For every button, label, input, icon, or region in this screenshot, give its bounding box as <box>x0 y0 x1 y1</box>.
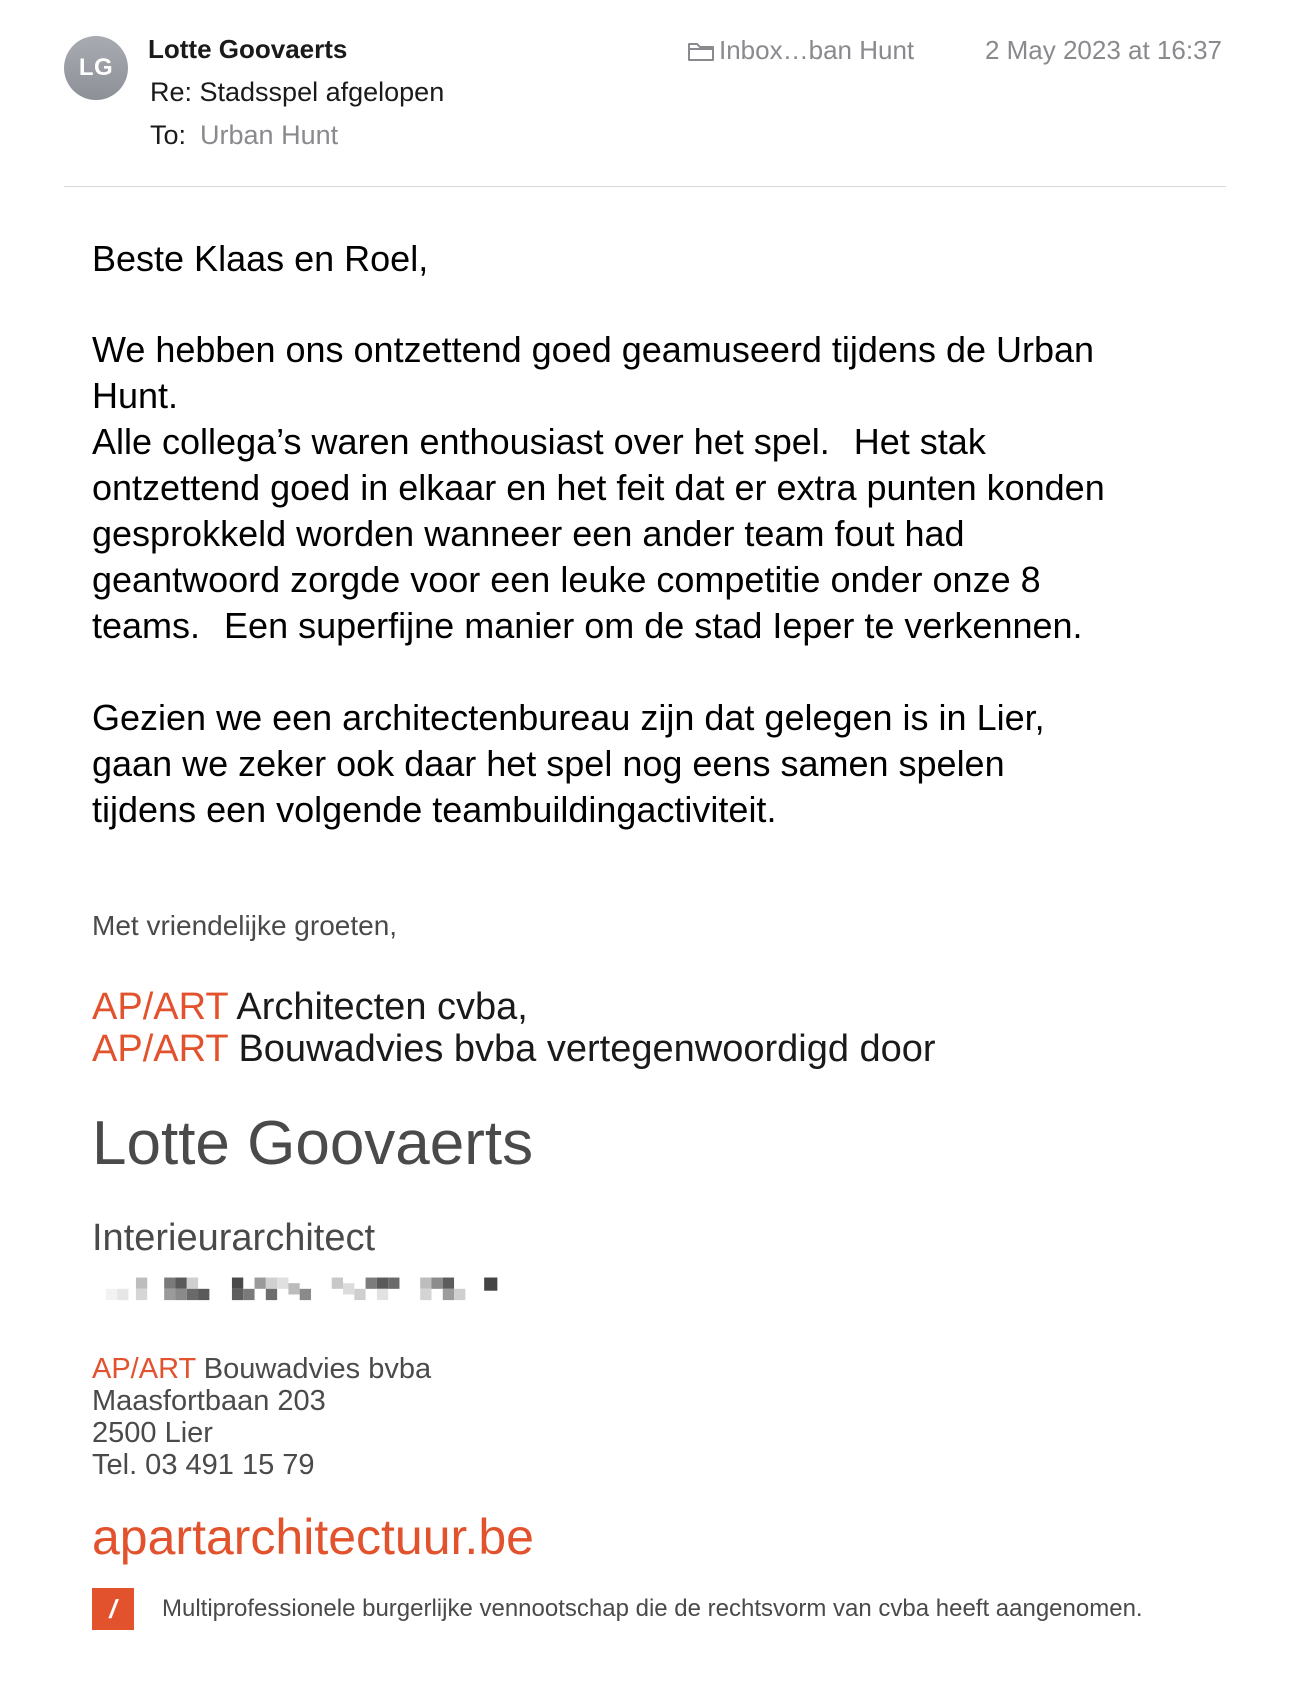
sender-name[interactable]: Lotte Goovaerts <box>148 34 348 64</box>
company-line-architecten <box>92 986 528 1029</box>
email-subject: Re: Stadsspel afgelopen <box>150 77 445 107</box>
mailbox-location[interactable] <box>686 35 914 66</box>
greeting: Beste Klaas en Roel, <box>92 238 429 279</box>
brand-mark: AP/ART <box>92 986 228 1028</box>
body-line: ontzettend goed in elkaar en het feit dat er extra punten konden <box>92 467 1105 508</box>
apart-logo: / <box>92 1588 134 1630</box>
body-sentence: teams. <box>92 605 201 646</box>
body-line: gaan we zeker ook daar het spel nog eens samen spelen <box>92 743 1005 784</box>
header-divider <box>64 186 1226 187</box>
address-street: Maasfortbaan 203 <box>92 1385 326 1417</box>
to-label: To: <box>150 120 187 150</box>
redacted-contact-info <box>92 1270 562 1302</box>
address-company <box>92 1353 431 1385</box>
company-line-bouwadvies <box>92 1028 936 1071</box>
address-company-name: Bouwadvies bvba <box>203 1353 432 1385</box>
closing-text: Met vriendelijke groeten, <box>92 910 398 941</box>
address-city: 2500 Lier <box>92 1417 213 1449</box>
body-line: tijdens een volgende teambuildingactiviteit. <box>92 789 777 830</box>
company-name: Bouwadvies bvba vertegenwoordigd door <box>238 1028 936 1070</box>
recipient-name[interactable]: Urban Hunt <box>200 120 339 150</box>
folder-icon <box>686 39 716 63</box>
body-line: Gezien we een architectenbureau zijn dat gelegen is in Lier, <box>92 697 1045 738</box>
body-line: Hunt. <box>92 375 179 416</box>
signature-name: Lotte Goovaerts <box>92 1109 534 1178</box>
signature-role: Interieurarchitect <box>92 1217 376 1259</box>
body-sentence: Een superfijne manier om de stad Ieper te verkennen. <box>224 605 1083 646</box>
email-date: 2 May 2023 at 16:37 <box>984 35 1222 65</box>
body-paragraph-2 <box>92 695 1242 833</box>
body-sentence: Het stak <box>853 421 986 462</box>
body-line <box>92 603 1242 649</box>
body-paragraph-1 <box>92 327 1242 649</box>
phone-number[interactable]: Tel. 03 491 15 79 <box>92 1449 315 1481</box>
brand-mark: AP/ART <box>92 1353 196 1385</box>
company-name: Architecten cvba, <box>236 986 528 1028</box>
brand-mark: AP/ART <box>92 1028 228 1070</box>
website-link[interactable]: apartarchitectuur.be <box>92 1509 534 1565</box>
body-line <box>92 419 1242 465</box>
sender-avatar: LG <box>64 36 128 100</box>
postal-address <box>92 1353 431 1481</box>
body-sentence: Alle collega’s waren enthousiast over het spel. <box>92 421 830 462</box>
recipient-line <box>150 120 338 151</box>
legal-notice: Multiprofessionele burgerlijke vennootschap die de rechtsvorm van cvba heeft aangenomen. <box>162 1595 1143 1622</box>
mailbox-name: Inbox…ban Hunt <box>719 35 915 65</box>
body-line: gesprokkeld worden wanneer een ander team fout had <box>92 513 965 554</box>
body-line: We hebben ons ontzettend goed geamuseerd tijdens de Urban <box>92 329 1095 370</box>
body-line: geantwoord zorgde voor een leuke competitie onder onze 8 <box>92 559 1041 600</box>
